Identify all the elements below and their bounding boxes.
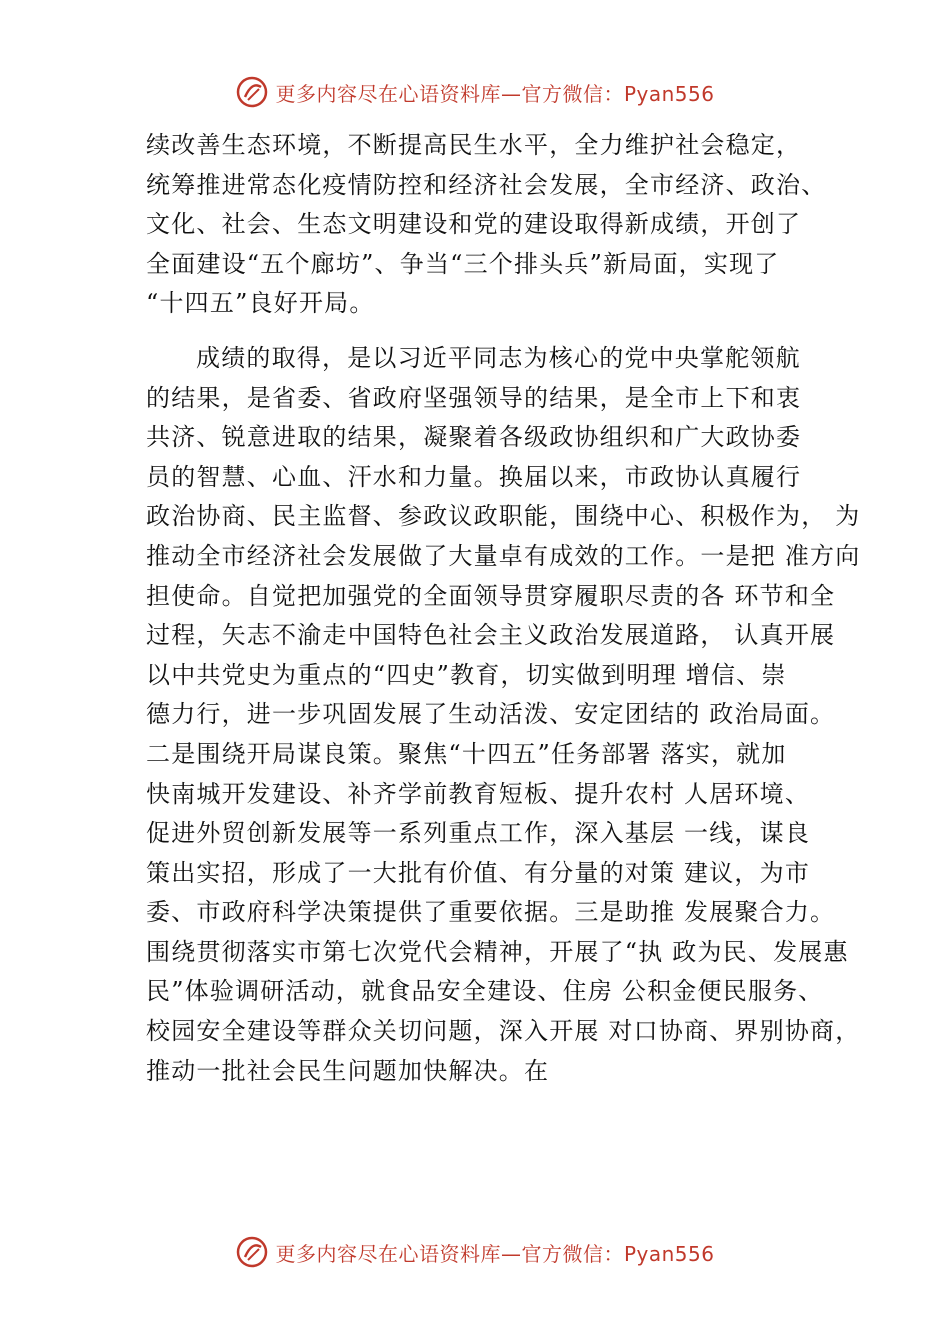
- text-line: 以中共党史为重点的“四史”教育，切实做到明理 增信、崇: [146, 660, 787, 689]
- text-line: 民”体验调研活动，就食品安全建设、住房 公积金便民服务、: [146, 977, 824, 1006]
- text-line: 策出实招，形成了一大批有价值、有分量的对策 建议，为市: [146, 858, 811, 887]
- header-banner: [0, 70, 950, 114]
- text-line: 围绕贯彻落实市第七次党代会精神，开展了“执 政为民、发展惠: [146, 937, 849, 966]
- text-line: 续改善生态环境，不断提高民生水平，全力维护社会稳定，: [146, 131, 802, 159]
- text-line: 文化、社会、生态文明建设和党的建设取得新成绩，开创了: [146, 210, 802, 239]
- text-line: 共济、锐意进取的结果，凝聚着各级政协组织和广大政协委: [146, 423, 802, 452]
- text-line: 过程，矢志不渝走中国特色社会主义政治发展道路， 认真开展: [146, 621, 836, 650]
- footer-banner: [0, 1230, 950, 1274]
- text-line: 快南城开发建设、补齐学前教育短板、提升农村 人居环境、: [146, 779, 811, 808]
- logo-icon: [235, 1235, 269, 1269]
- text-line: 校园安全建设等群众关切问题，深入开展 对口协商、界别协商，: [146, 1017, 861, 1046]
- text-line: 员的智慧、心血、汗水和力量。换届以来，市政协认真履行: [146, 462, 802, 491]
- text-line: 政治协商、民主监督、参政议政职能，围绕中心、积极作为， 为: [146, 502, 861, 531]
- text-line: 全面建设“五个廊坊”、争当“三个排头兵”新局面，实现了: [146, 249, 780, 278]
- text-line: 促进外贸创新发展等一系列重点工作，深入基层 一线，谋良: [146, 819, 811, 848]
- banner-text: 更多内容尽在心语资料库—官方微信：Pyan556: [275, 1241, 715, 1266]
- text-line: 的结果，是省委、省政府坚强领导的结果，是全市上下和衷: [146, 383, 802, 412]
- text-line: “十四五”良好开局。: [146, 289, 375, 318]
- text-line: 担使命。自觉把加强党的全面领导贯穿履职尽责的各 环节和全: [146, 581, 836, 610]
- text-line: 二是围绕开局谋良策。聚焦“十四五”任务部署 落实，就加: [146, 739, 787, 768]
- text-line: 推动全市经济社会发展做了大量卓有成效的工作。一是把 准方向: [146, 541, 861, 570]
- text-line: 德力行，进一步巩固发展了生动活泼、安定团结的 政治局面。: [146, 700, 836, 729]
- text-line: 统筹推进常态化疫情防控和经济社会发展，全市经济、政治、: [146, 170, 827, 199]
- text-line: 推动一批社会民生问题加快解决。在: [146, 1056, 550, 1085]
- document-body: [146, 126, 861, 1091]
- banner-text: 更多内容尽在心语资料库—官方微信：Pyan556: [275, 81, 715, 106]
- logo-icon: [235, 75, 269, 109]
- text-line: 委、市政府科学决策提供了重要依据。三是助推 发展聚合力。: [146, 898, 836, 927]
- paragraph-start-line: 成绩的取得，是以习近平同志为核心的党中央掌舵领航: [196, 343, 801, 372]
